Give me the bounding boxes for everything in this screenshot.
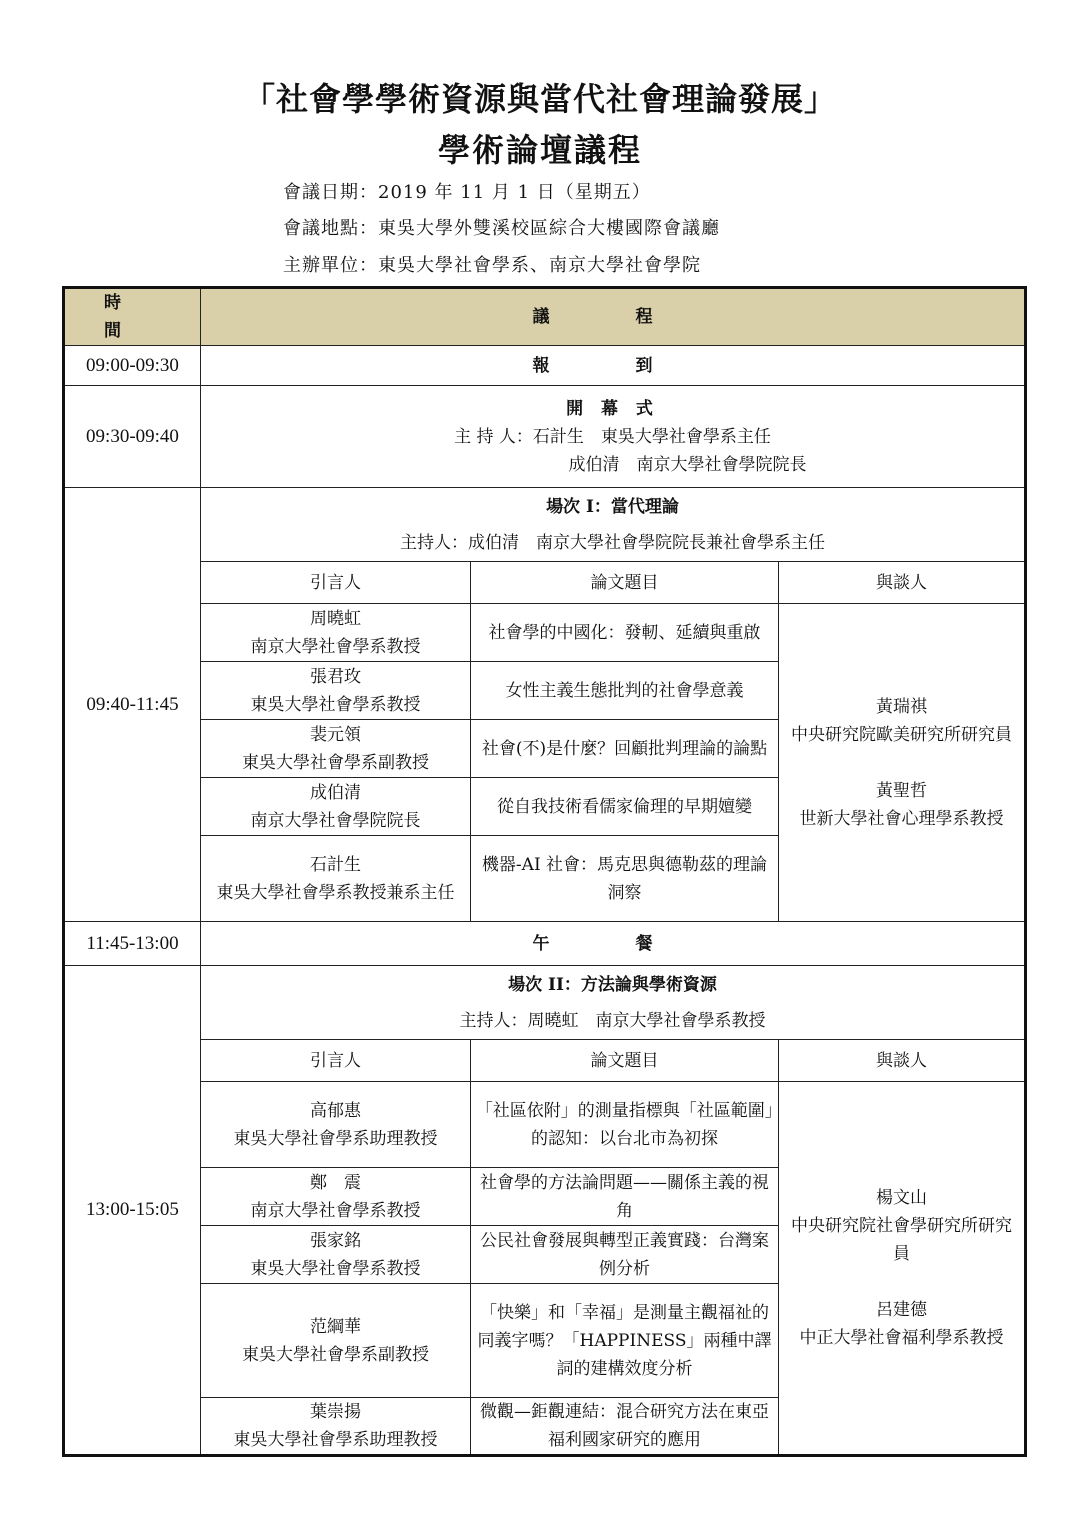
speaker-name: 裴元領 [310,724,361,745]
s2-topic-header: 論文題目 [471,1040,779,1082]
session1-title-row [64,488,1026,526]
paper-topic: 社會學的方法論問題——關係主義的視角 [471,1168,779,1226]
paper-topic: 「快樂」和「幸福」是測量主觀福祉的同義字嗎？「HAPPINESS」兩種中譯詞的建構效度分析 [471,1284,779,1398]
session1-host: 主持人：成伯清 南京大學社會學院院長兼社會學系主任 [201,526,1026,562]
session2-title-row [64,966,1026,1004]
s1-speaker-header: 引言人 [201,562,471,604]
speaker-affil: 東吳大學社會學系助理教授 [233,1430,438,1450]
opening-time: 09:30-09:40 [64,386,201,488]
registration-time: 09:00-09:30 [64,346,201,386]
session1-time: 09:40-11:45 [64,488,201,922]
speaker-name: 成伯清 [310,782,361,803]
discussant-affil: 中央研究院社會學研究所研究員 [791,1216,1012,1264]
organizer: 主辦單位：東吳大學社會學系、南京大學社會學院 [283,255,701,276]
registration-row [64,346,1026,386]
session1-host-row [64,526,1026,562]
discussant-name: 楊文山 [876,1188,927,1208]
paper-topic: 微觀—鉅觀連結：混合研究方法在東亞福利國家研究的應用 [471,1398,779,1456]
col-time-header: 時 間 [64,288,201,346]
speaker-affil: 東吳大學社會學系副教授 [242,1344,429,1365]
discussant-affil: 世新大學社會心理學系教授 [799,808,1004,829]
lunch-time: 11:45-13:00 [64,922,201,966]
discussant-name: 呂建德 [876,1300,927,1320]
speaker-affil: 東吳大學社會學系助理教授 [233,1128,438,1149]
s2-discussant-header: 與談人 [779,1040,1026,1082]
speaker-affil: 東吳大學社會學系教授兼系主任 [216,882,455,903]
header-row [64,288,1026,346]
s2-speaker-header: 引言人 [201,1040,471,1082]
meeting-date: 會議日期：2019 年 11 月 1 日（星期五） [283,182,651,203]
session1-subheader-row [64,562,1026,604]
session2-subheader-row [64,1040,1026,1082]
meeting-venue: 會議地點：東吳大學外雙溪校區綜合大樓國際會議廳 [283,218,720,239]
session2-host: 主持人：周曉虹 南京大學社會學系教授 [201,1004,1026,1040]
s1-topic-header: 論文題目 [471,562,779,604]
paper-topic: 從自我技術看儒家倫理的早期嬗變 [471,778,779,836]
speaker-name: 范綱華 [310,1316,361,1337]
speaker-affil: 東吳大學社會學系副教授 [242,752,429,773]
paper-topic: 「社區依附」的測量指標與「社區範圍」的認知：以台北市為初探 [471,1082,779,1168]
col-agenda-header: 議 程 [201,288,1026,346]
speaker-affil: 南京大學社會學系教授 [250,1200,421,1221]
speaker-name: 張家銘 [310,1230,361,1251]
speaker-affil: 東吳大學社會學系教授 [250,694,421,715]
lunch-label: 午 餐 [201,922,1026,966]
paper-topic: 社會學的中國化：發軔、延續與重啟 [471,604,779,662]
title-line1: 「社會學學術資源與當代社會理論發展」 [242,80,837,118]
speaker-name: 鄭 震 [310,1172,361,1193]
opening-host-line1: 主 持 人：石計生 東吳大學社會學系主任 [454,426,771,447]
session1-discussants [779,604,1026,922]
registration-label: 報 到 [201,346,1026,386]
speaker-name: 石計生 [310,854,361,875]
opening-host-line2: 成伯清 南京大學社會學院院長 [568,454,807,475]
session2-title: 場次 II：方法論與學術資源 [201,966,1026,1004]
opening-cell [201,386,1026,488]
lunch-row [64,922,1026,966]
discussant-name: 黃瑞祺 [876,696,927,717]
speaker-affil: 東吳大學社會學系教授 [250,1258,421,1279]
session2-discussants [779,1082,1026,1456]
discussant-affil: 中央研究院歐美研究所研究員 [791,724,1012,745]
speaker-name: 高郁惠 [310,1100,361,1121]
paper-topic: 機器-AI 社會：馬克思與德勒茲的理論洞察 [471,836,779,922]
paper-topic: 社會(不)是什麼？回顧批判理論的論點 [471,720,779,778]
session1-title: 場次 I：當代理論 [201,488,1026,526]
session2-host-row [64,1004,1026,1040]
speaker-name: 葉崇揚 [310,1402,361,1422]
discussant-name: 黃聖哲 [876,780,927,801]
discussant-affil: 中正大學社會福利學系教授 [799,1328,1004,1348]
speaker-affil: 南京大學社會學系教授 [250,636,421,657]
opening-label: 開 幕 式 [566,398,659,419]
table-row [64,604,1026,662]
title-line2: 學術論壇議程 [437,131,642,169]
table-row [64,1082,1026,1168]
agenda-table [62,286,1027,1457]
paper-topic: 公民社會發展與轉型正義實踐：台灣案例分析 [471,1226,779,1284]
speaker-name: 周曉虹 [310,608,361,629]
speaker-name: 張君玫 [310,666,361,687]
session2-time: 13:00-15:05 [64,966,201,1456]
opening-row [64,386,1026,488]
paper-topic: 女性主義生態批判的社會學意義 [471,662,779,720]
speaker-affil: 南京大學社會學院院長 [250,810,421,831]
s1-discussant-header: 與談人 [779,562,1026,604]
